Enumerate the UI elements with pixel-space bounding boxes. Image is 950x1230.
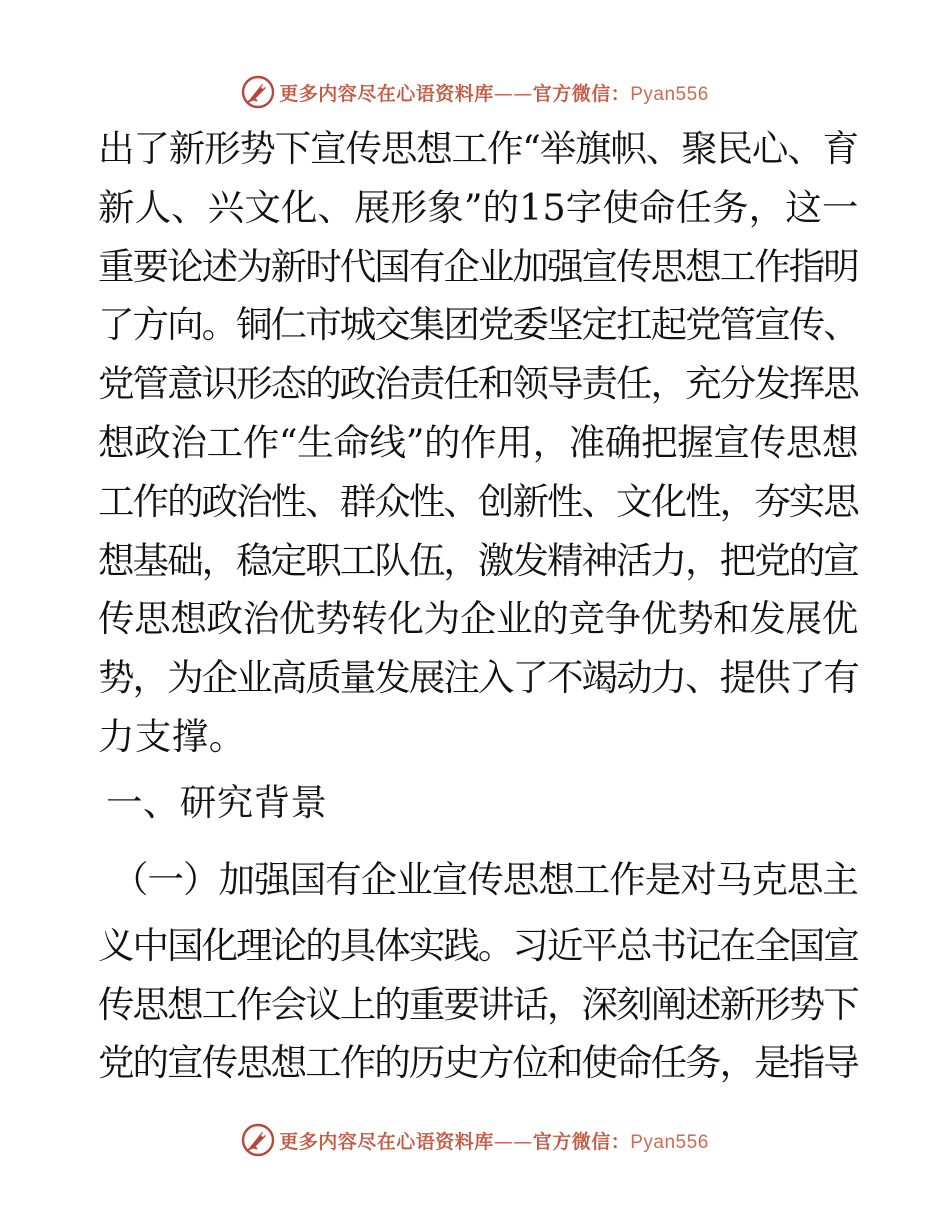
pen-nib-logo-icon (241, 1123, 275, 1157)
document-body (98, 120, 858, 1093)
text-line: 传思想工作会议上的重要讲话，深刻阐述新形势下 (98, 982, 858, 1026)
header-banner (0, 72, 950, 112)
text-line: 了方向。铜仁市城交集团党委坚定扛起党管宣传、 (98, 303, 858, 347)
section-heading: 一、研究背景 (106, 780, 328, 824)
text-line: 想政治工作“生命线”的作用，准确把握宣传思想 (98, 420, 859, 464)
banner-separator: —— (493, 1130, 533, 1153)
text-line: （一）加强国有企业宣传思想工作是对马克思主 (112, 857, 858, 901)
text-line: 力支撑。 (98, 714, 246, 758)
text-line: 出了新形势下宣传思想工作“举旗帜、聚民心、育 (98, 127, 858, 170)
text-line: 想基础，稳定职工队伍，激发精神活力，把党的宣 (98, 538, 858, 582)
banner-cn-text: 更多内容尽在心语资料库 (279, 1130, 494, 1153)
banner-text (279, 1127, 709, 1154)
text-line: 义中国化理论的具体实践。习近平总书记在全国宣 (98, 923, 858, 967)
footer-banner (0, 1120, 950, 1160)
text-line: 势，为企业高质量发展注入了不竭动力、提供了有 (98, 656, 858, 700)
banner-label: 官方微信： (532, 1130, 631, 1153)
pen-nib-logo-icon (241, 75, 275, 109)
text-line: 党的宣传思想工作的历史方位和使命任务，是指导 (98, 1041, 858, 1085)
text-line: 工作的政治性、群众性、创新性、文化性，夯实思 (98, 479, 858, 523)
section-1-paragraph (98, 839, 858, 1093)
banner-separator: —— (493, 82, 533, 105)
paragraph-1 (98, 120, 858, 767)
banner-text (279, 79, 709, 106)
text-line: 新人、兴文化、展形象”的15字使命任务，这一 (98, 185, 859, 229)
banner-cn-text: 更多内容尽在心语资料库 (279, 82, 494, 105)
banner-label: 官方微信： (532, 82, 631, 105)
banner-wechat-id: Pyan556 (630, 83, 709, 105)
text-line: 传思想政治优势转化为企业的竞争优势和发展优 (98, 597, 858, 641)
text-line: 重要论述为新时代国有企业加强宣传思想工作指明 (98, 244, 858, 288)
text-line: 党管意识形态的政治责任和领导责任，充分发挥思 (98, 362, 858, 406)
banner-wechat-id: Pyan556 (630, 1131, 709, 1153)
